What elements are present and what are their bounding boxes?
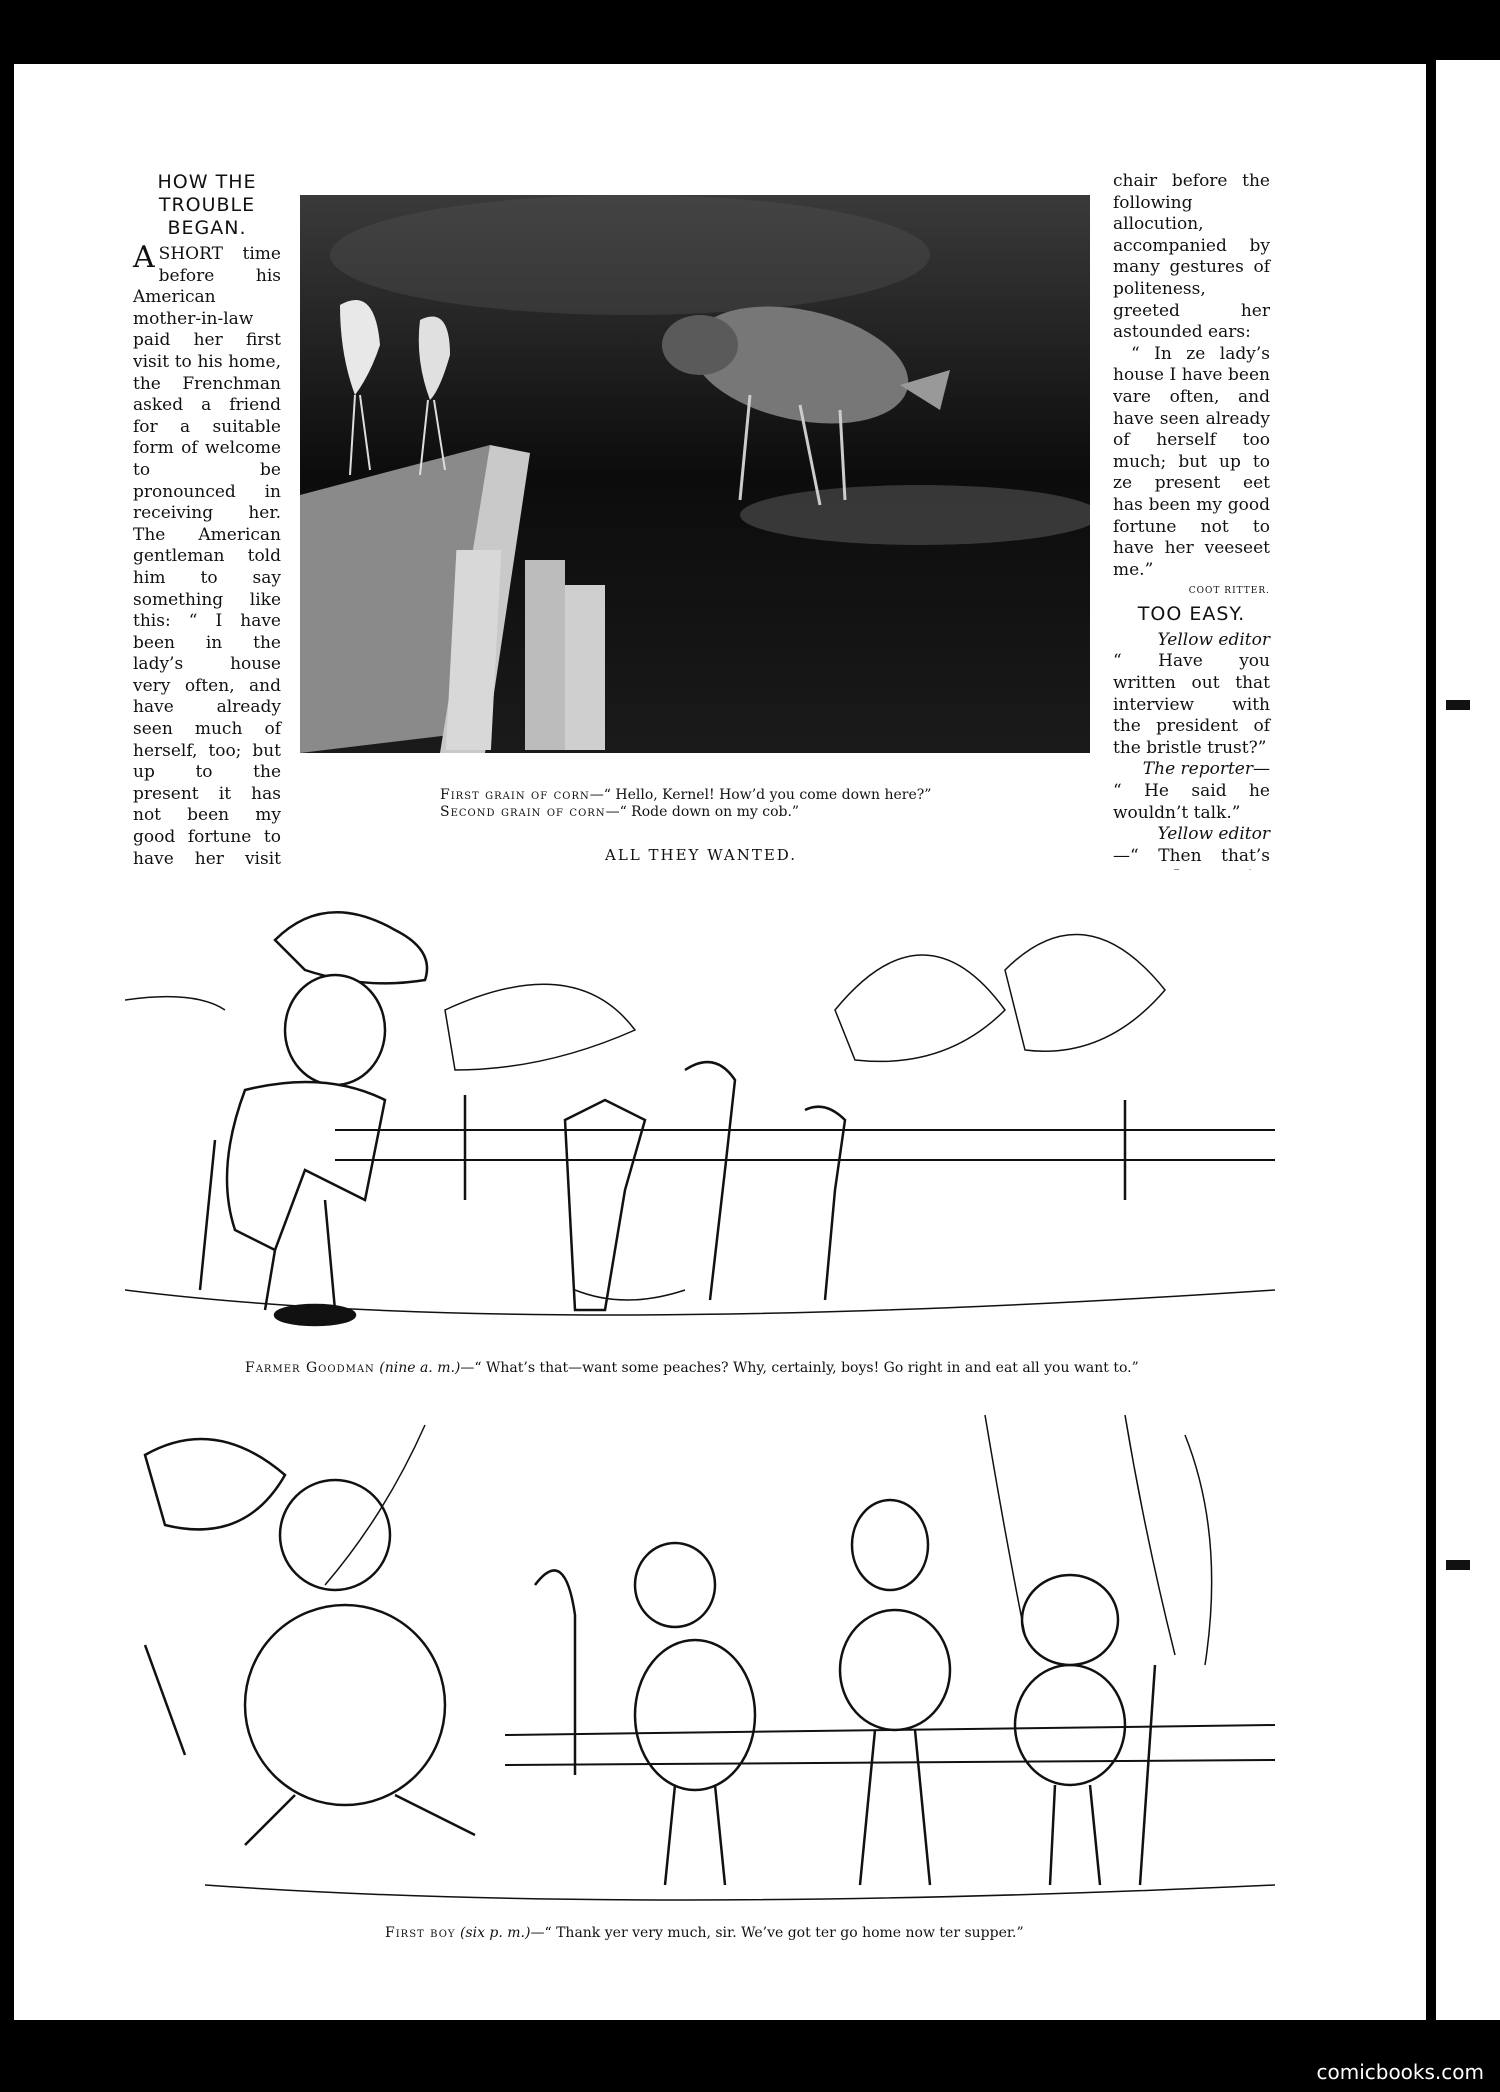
- cartoon-title: ALL THEY WANTED.: [605, 846, 798, 864]
- speaker-second-grain: Second grain of corn: [440, 804, 606, 820]
- story-quote: “ In ze lady’s house I have been vare often, and have seen already of herself too much; but up to ze present eet has been my good fortune not to have her veeseet me.”: [1113, 343, 1270, 580]
- corn-photo-illustration: [300, 195, 1090, 753]
- dialogue-line-2: “ He said he wouldn’t talk.”: [1113, 781, 1270, 823]
- right-text-column: [1113, 171, 1270, 932]
- heading-too-easy: TOO EASY.: [1137, 602, 1246, 625]
- caption-morning-text: —“ What’s that—want some peaches? Why, certainly, boys! Go right in and eat all you want to.”: [460, 1360, 1139, 1376]
- watermark-text: comicbooks.com: [1316, 2060, 1484, 2084]
- story-paragraph-1: SHORT time before his American mother-in-law paid her first visit to his home, the Frenchman asked a friend for a suitable form of welcome to be pronounced in receiving her. The American gentleman told him to say something like this: “ I have been in the lady’s house very often, and have already seen much of herself, too; but up to the present it has not been my good fortune to have her visit: [133, 244, 281, 869]
- drop-cap: A: [133, 240, 155, 275]
- speaker-first-boy: First boy: [385, 1925, 456, 1941]
- speaker-first-grain: First grain of corn: [440, 787, 590, 803]
- caption-line-1: —“ Hello, Kernel! How’d you come down here?”: [589, 787, 932, 803]
- page-edge-mark: [1446, 700, 1470, 710]
- dialogue-line-1: “ Have you written out that interview with the president of the bristle trust?”: [1113, 651, 1270, 758]
- caption-line-2: —“ Rode down on my cob.”: [605, 804, 800, 820]
- caption-time-morning: (nine a. m.): [379, 1360, 461, 1376]
- heading-how-the-trouble-began: HOW THE TROUBLE BEGAN.: [157, 171, 257, 239]
- caption-evening-text: —“ Thank yer very much, sir. We’ve got ter go home now ter supper.”: [530, 1925, 1024, 1941]
- next-page-edge: [1436, 60, 1500, 2020]
- speaker-reporter: The reporter—: [1142, 759, 1270, 780]
- speaker-yellow-editor: Yellow editor: [1157, 629, 1270, 650]
- cartoon-morning-illustration: [125, 870, 1275, 1340]
- story-continuation: chair before the following allocution, accompanied by many gestures of politeness, greeted her astounded ears:: [1113, 171, 1270, 343]
- caption-evening: [385, 1925, 1145, 1942]
- photo-caption: [440, 787, 1000, 821]
- cartoon-evening-illustration: [125, 1415, 1275, 1915]
- page-edge-mark: [1446, 1560, 1470, 1570]
- caption-morning: [245, 1360, 1255, 1377]
- dialogue-line-3: —“ Then that’s: [1113, 845, 1270, 866]
- author-signature: COOT RITTER.: [1188, 586, 1270, 597]
- speaker-yellow-editor-2: Yellow editor: [1157, 824, 1270, 845]
- caption-time-evening: (six p. m.): [459, 1925, 531, 1941]
- speaker-farmer-goodman: Farmer Goodman: [245, 1360, 375, 1376]
